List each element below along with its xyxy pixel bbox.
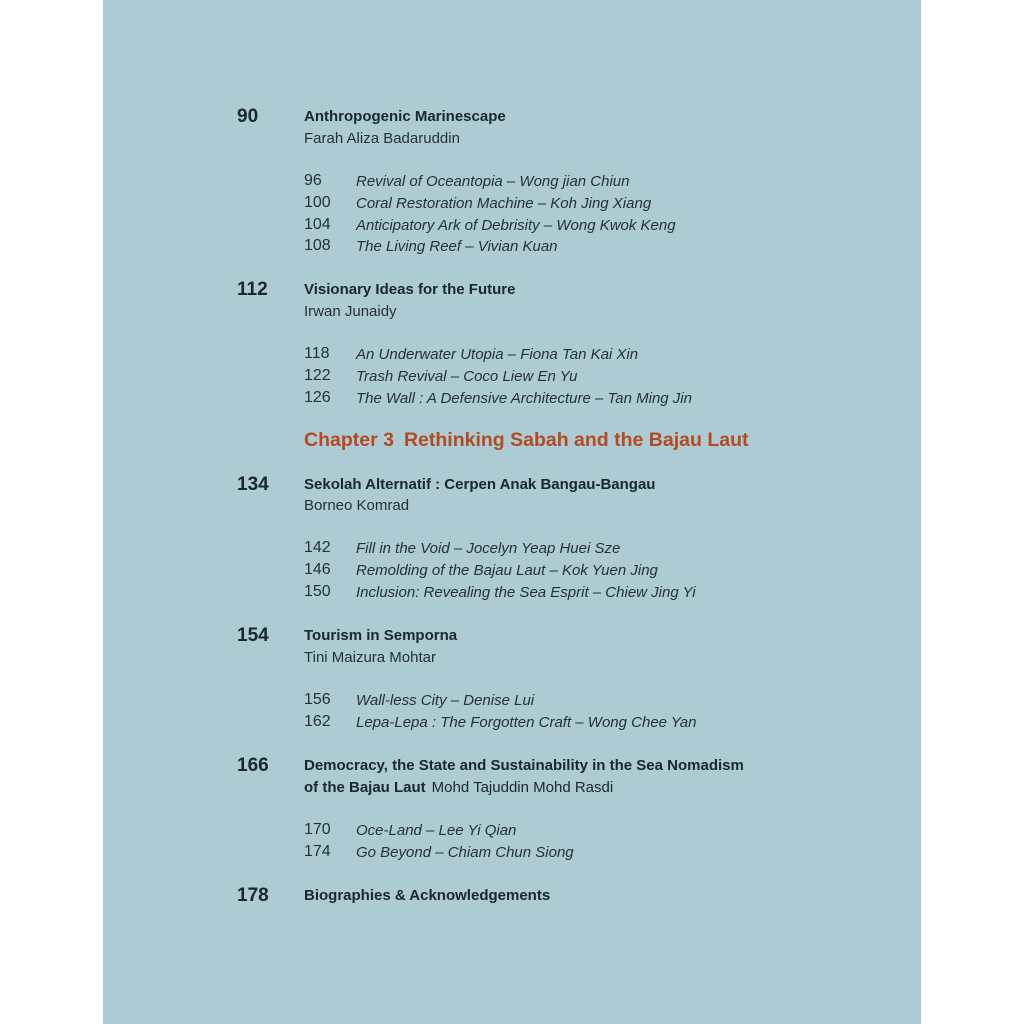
entry-page-number: 178 [237,885,269,906]
subentry-page-number: 174 [304,843,331,860]
subentry-title: Trash Revival – Coco Liew En Yu [356,368,578,385]
entry-page-number: 154 [237,625,269,646]
subentry-title: The Living Reef – Vivian Kuan [356,238,558,255]
subentry-page-number: 162 [304,713,331,730]
entry-title: Visionary Ideas for the Future [304,281,516,298]
subentry-title: Anticipatory Ark of Debrisity – Wong Kwok Keng [356,217,676,234]
entry-title-line-2 [304,779,613,796]
subentry-page-number: 100 [304,194,331,211]
entry-author: Borneo Komrad [304,497,410,514]
subentry-title: Wall-less City – Denise Lui [356,692,535,709]
subentry-title: Inclusion: Revealing the Sea Esprit – Chiew Jing Yi [356,584,696,601]
subentry-page-number: 146 [304,561,331,578]
subentry-page-number: 118 [304,345,330,362]
entry-title: Anthropogenic Marinescape [304,108,506,125]
subentry-page-number: 142 [304,539,331,556]
subentry-page-number: 96 [304,172,322,189]
subentry-page-number: 104 [304,216,331,233]
entry-author: Irwan Junaidy [304,303,397,320]
subentry-title: Lepa-Lepa : The Forgotten Craft – Wong Chee Yan [356,714,697,731]
entry-title: Tourism in Semporna [304,627,458,644]
entry-page-number: 112 [237,279,268,300]
entry-page-number: 90 [237,106,259,127]
entry-title: Sekolah Alternatif : Cerpen Anak Bangau-Bangau [304,476,656,493]
subentry-page-number: 108 [304,237,331,254]
table-of-contents-page [103,0,921,1024]
subentry-page-number: 156 [304,691,331,708]
entry-title-continuation: of the Bajau Laut [304,779,426,796]
entry-author: Farah Aliza Badaruddin [304,130,460,147]
subentry-title: Go Beyond – Chiam Chun Siong [356,844,574,861]
entry-title-line-1: Democracy, the State and Sustainability in the Sea Nomadism [304,757,744,774]
subentry-title: Fill in the Void – Jocelyn Yeap Huei Sze [356,540,621,557]
subentry-page-number: 170 [304,821,331,838]
subentry-title: Revival of Oceantopia – Wong jian Chiun [356,173,630,190]
entry-title: Biographies & Acknowledgements [304,887,551,904]
subentry-title: Coral Restoration Machine – Koh Jing Xiang [356,195,652,212]
subentry-page-number: 126 [304,389,331,406]
subentry-page-number: 150 [304,583,331,600]
subentry-title: Oce-Land – Lee Yi Qian [356,822,517,839]
subentry-title: An Underwater Utopia – Fiona Tan Kai Xin [356,346,639,363]
subentry-title: The Wall : A Defensive Architecture – Tan Ming Jin [356,390,692,407]
entry-author: Mohd Tajuddin Mohd Rasdi [431,779,614,796]
chapter-label: Chapter 3 [304,429,394,451]
chapter-heading [304,429,749,452]
subentry-page-number: 122 [304,367,331,384]
subentry-title: Remolding of the Bajau Laut – Kok Yuen Jing [356,562,658,579]
chapter-title: Rethinking Sabah and the Bajau Laut [403,429,749,451]
entry-page-number: 134 [237,474,269,495]
entry-author: Tini Maizura Mohtar [304,649,436,666]
entry-page-number: 166 [237,755,269,776]
